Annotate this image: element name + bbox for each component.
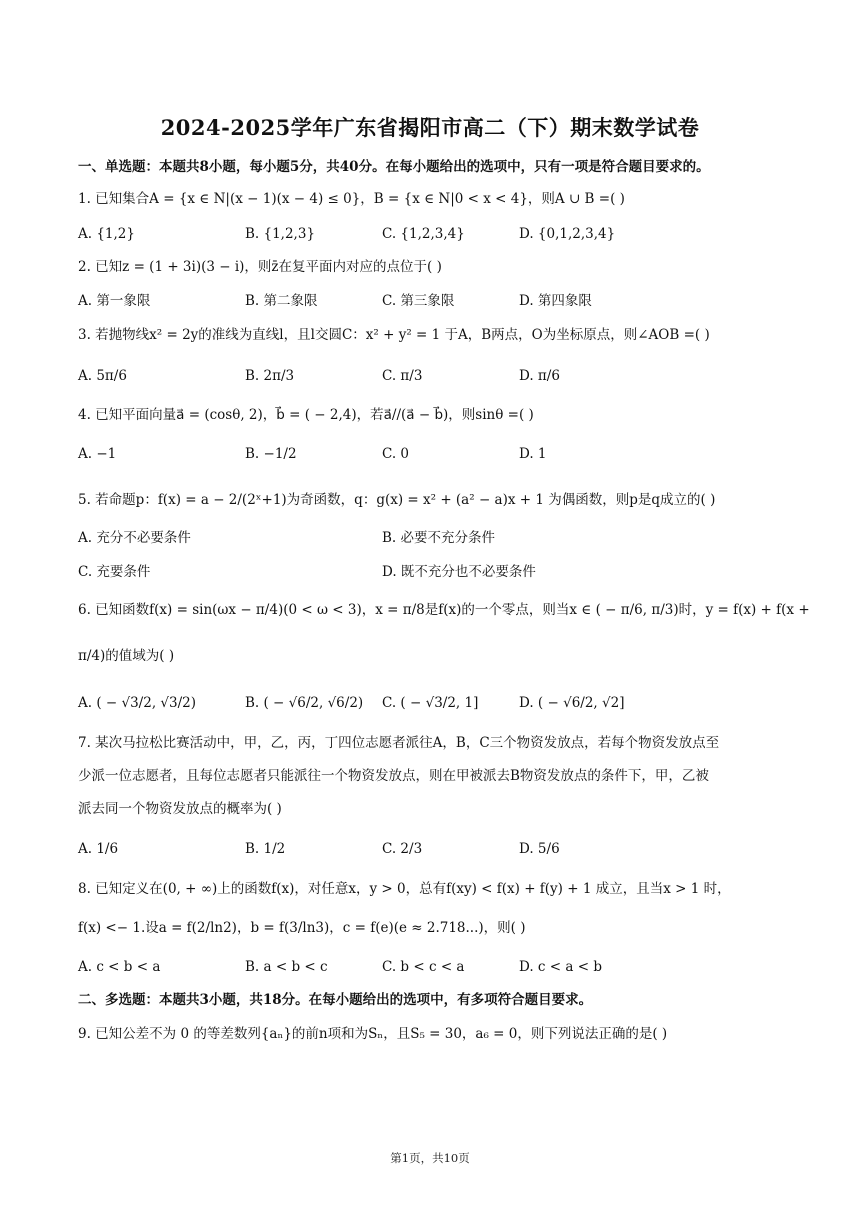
question-6-option-c: C. ( − √3/2, 1]	[382, 695, 479, 711]
question-6-stem-line-1: 6. 已知函数f(x) = sin(ωx − π/4)(0 < ω < 3)，x = π/8是f(x)的一个零点，则当x ∈ ( − π/6, π/3)时，y = f(x) + f(x +	[78, 602, 810, 618]
question-3-option-c: C. π/3	[382, 368, 423, 384]
question-2-option-a: A. 第一象限	[78, 293, 151, 309]
question-8-option-c: C. b < c < a	[382, 959, 465, 975]
question-3-option-b: B. 2π/3	[245, 368, 295, 384]
question-7-stem-line-1: 7. 某次马拉松比赛活动中，甲，乙，丙，丁四位志愿者派往A，B，C三个物资发放点，若每个物资发放点至	[78, 735, 720, 751]
question-7-stem-line-3: 派去同一个物资发放点的概率为( )	[78, 801, 282, 817]
question-8-stem-line-2: f(x) <− 1.设a = f(2/ln2)，b = f(3/ln3)，c = f(e)(e ≈ 2.718...)，则( )	[78, 920, 526, 936]
question-5-option-b: B. 必要不充分条件	[382, 530, 496, 546]
question-8-stem-line-1: 8. 已知定义在(0, + ∞)上的函数f(x)，对任意x，y > 0，总有f(xy) < f(x) + f(y) + 1 成立，且当x > 1 时，	[78, 881, 731, 897]
question-3-stem: 3. 若抛物线x² = 2y的准线为直线l，且l交圆C：x² + y² = 1 于A，B两点，O为坐标原点，则∠AOB =( )	[78, 327, 710, 343]
question-2-stem: 2. 已知z = (1 + 3i)(3 − i)，则z̄在复平面内对应的点位于( )	[78, 259, 442, 275]
question-2-option-d: D. 第四象限	[519, 293, 592, 309]
question-8-option-d: D. c < a < b	[519, 959, 602, 975]
question-7-option-b: B. 1/2	[245, 841, 286, 857]
question-1-option-a: A. {1,2}	[78, 226, 135, 242]
question-6-option-b: B. ( − √6/2, √6/2)	[245, 695, 364, 711]
section-multiple-choice-heading: 二、多选题：本题共3小题，共18分。在每小题给出的选项中，有多项符合题目要求。	[78, 992, 593, 1008]
page-title: 2024-2025学年广东省揭阳市高二（下）期末数学试卷	[160, 115, 700, 140]
question-4-option-b: B. −1/2	[245, 446, 297, 462]
question-7-option-c: C. 2/3	[382, 841, 423, 857]
question-5-stem: 5. 若命题p：f(x) = a − 2/(2ˣ+1)为奇函数，q：g(x) = x² + (a² − a)x + 1 为偶函数，则p是q成立的( )	[78, 492, 716, 508]
question-1-option-d: D. {0,1,2,3,4}	[519, 226, 616, 242]
question-5-option-d: D. 既不充分也不必要条件	[382, 564, 536, 580]
question-8-option-a: A. c < b < a	[78, 959, 161, 975]
question-7-stem-line-2: 少派一位志愿者，且每位志愿者只能派往一个物资发放点，则在甲被派去B物资发放点的条件下，甲，乙被	[78, 768, 709, 784]
question-6-stem-line-2: π/4)的值域为( )	[78, 648, 175, 664]
question-7-option-a: A. 1/6	[78, 841, 119, 857]
question-3-option-a: A. 5π/6	[78, 368, 127, 384]
page-footer: 第1页，共10页	[390, 1151, 470, 1165]
question-6-option-d: D. ( − √6/2, √2]	[519, 695, 625, 711]
question-1-stem: 1. 已知集合A = {x ∈ N|(x − 1)(x − 4) ≤ 0}，B = {x ∈ N|0 < x < 4}，则A ∪ B =( )	[78, 191, 625, 207]
question-8-option-b: B. a < b < c	[245, 959, 328, 975]
question-6-option-a: A. ( − √3/2, √3/2)	[78, 695, 196, 711]
question-2-option-b: B. 第二象限	[245, 293, 318, 309]
question-1-option-b: B. {1,2,3}	[245, 226, 316, 242]
question-9-stem: 9. 已知公差不为 0 的等差数列{aₙ}的前n项和为Sₙ，且S₅ = 30，a₆ = 0，则下列说法正确的是( )	[78, 1026, 668, 1042]
question-1-option-c: C. {1,2,3,4}	[382, 226, 465, 242]
question-7-option-d: D. 5/6	[519, 841, 560, 857]
question-4-stem: 4. 已知平面向量a⃗ = (cosθ, 2)，b⃗ = ( − 2,4)，若a⃗//(a⃗ − b⃗)，则sinθ =( )	[78, 407, 534, 423]
question-5-option-c: C. 充要条件	[78, 564, 151, 580]
question-2-option-c: C. 第三象限	[382, 293, 455, 309]
question-4-option-a: A. −1	[78, 446, 117, 462]
question-3-option-d: D. π/6	[519, 368, 560, 384]
question-4-option-c: C. 0	[382, 446, 410, 462]
section-single-choice-heading: 一、单选题：本题共8小题，每小题5分，共40分。在每小题给出的选项中，只有一项是符合题目要求的。	[78, 159, 710, 175]
question-4-option-d: D. 1	[519, 446, 547, 462]
question-5-option-a: A. 充分不必要条件	[78, 530, 191, 546]
